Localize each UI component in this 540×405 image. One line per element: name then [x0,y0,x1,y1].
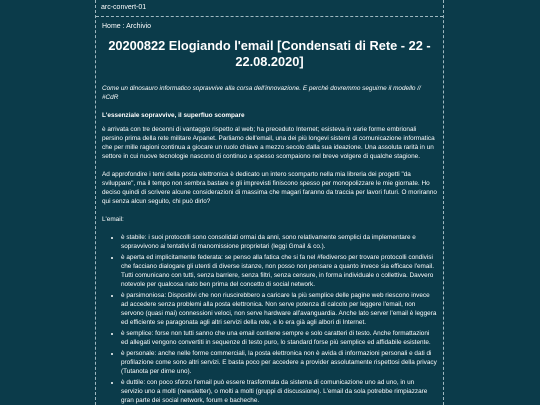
post-title: 20200822 Elogiando l'email [Condensati di Rete - 22 - 22.08.2020] [108,38,431,69]
breadcrumb [102,22,437,31]
site-header [96,0,443,17]
section-heading: L'essenziale sopravvive, il superfluo scompare [102,112,245,119]
site-name[interactable]: arc-convert-01 [101,4,147,11]
list-item: • è parsimoniosa: Dispositivi che non riuscirebbero a caricare la più semplice delle pagine web riescono invece ad accedere senza problemi alla posta elettronica. Non serve potenza di calcolo per leggere l'email, non servono (quasi mai) connessioni veloci, non serve hardware all'avanguardia. Anche lato server l'email è leggera ed efficiente se paragonata agli altri servizi della rete, e lo era già agli albori di Internet. [121,291,437,327]
list-item: • è stabile: i suoi protocolli sono consolidati ormai da anni, sono relativamente semplici da implementare e sopravvivono ai tentativi di manomissione proprietari (leggi Gmail & co.). [121,233,437,251]
list-item: • è aperta ed implicitamente federata: se penso alla fatica che si fa nel #fediverso per trovare protocolli condivisi che facciano dialogare gli utenti di diverse istanze, non posso non pensare a quanto invece sia efficace l'email. Tutti comunicano con tutti, senza barriere, senza filtri, senza censure, in forma individuale o collettiva. Davvero notevole per qualcosa nato ben prima del concetto di social network. [121,253,437,289]
email-features-list [102,233,437,405]
list-item: • è semplice: forse non tutti sanno che una email contiene sempre e solo caratteri di testo. Anche formattazioni ed allegati vengono convertiti in sequenze di testo puro, lo standard forse più semplice ed affidabile esistente. [121,329,437,347]
paragraph: L'email: [102,216,124,223]
paragraph: Ad approfondire i temi della posta elettronica è dedicato un intero scomparto nella mia libreria dei progetti "da sviluppare", ma il tempo non sembra bastare e gli imprevisti finiscono spesso per monopolizzare le mie giornate. Ho deciso quindi di scrivere alcune considerazioni di massima che magari faranno da traccia per lavori futuri. O moriranno qui senza alcun seguito, chi può dirlo? [102,171,437,205]
breadcrumb-archive-link[interactable]: Archivio [126,23,152,30]
breadcrumb-home-link[interactable]: Home [102,23,121,30]
breadcrumb-separator: : [120,23,127,30]
page-frame [95,0,444,405]
list-item: • è duttile: con poco sforzo l'email può essere trasformata da sistema di comunicazione uno ad uno, in un servizio uno a molti (newsletter), o molti a molti (gruppi di discussione). L'email da sola potrebbe rimpiazzare gran parte dei social network, forum e bacheche. [121,378,437,405]
main-content [96,22,443,405]
paragraph: è arrivata con tre decenni di vantaggio rispetto al web; ha preceduto Internet; esisteva in varie forme embrionali persino prima della rete militare Arpanet. Parliamo dell'email, una dei più longevi sistemi di comunicazione informatica che per mille ragioni continua a giocare un ruolo chiave a mezzo secolo dalla sua ideazione. Una assoluta rarità in un settore in cui nuove tecnologie nascono di continuo a spesso scompaiono nel breve volgere di qualche stagione. [102,126,435,160]
post-lead: Come un dinosauro informatico sopravvive alla corsa dell'innovazione. E perché dovremmo seguirne il modello // #CdR [102,85,421,101]
list-item: • è personale: anche nelle forme commerciali, la posta elettronica non è avida di informazioni personali e dati di profilazione come sono altri servizi. E basta poco per accedere a provider assolutamente rispettosi della privacy (Tutanota per dirne uno). [121,349,437,376]
